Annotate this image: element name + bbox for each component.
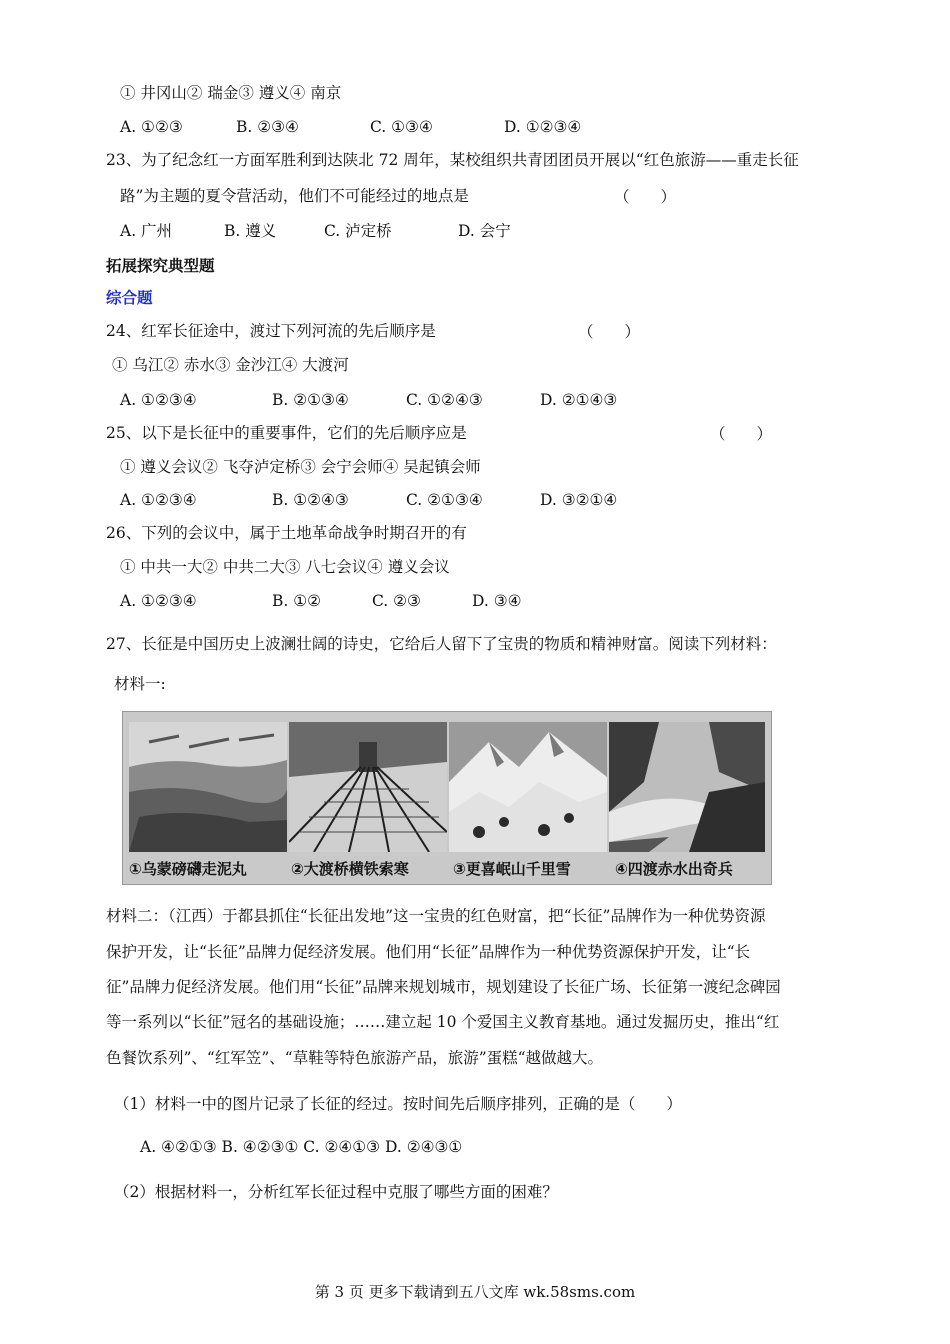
material1-label: 材料一: [114,675,166,693]
q25-answer-paren: （ ） [710,425,773,443]
q25-option-d: D. ③②①④ [540,491,618,509]
q24-answer-paren: （ ） [578,323,641,341]
q23-option-a: A. 广州 [120,222,173,240]
q25-option-b: B. ①②④③ [272,491,349,509]
caption-4: ④四渡赤水出奇兵 [615,860,733,878]
q22-option-c: C. ①③④ [370,118,433,136]
q24-options [120,389,617,411]
q25-items: ① 遵义会议② 飞夺泸定桥③ 会宁会师④ 吴起镇会师 [120,458,481,476]
photo-chishui-river [609,722,765,852]
long-march-photo-strip [122,711,772,885]
q26-option-b: B. ①② [272,592,322,610]
q25-option-c: C. ②①③④ [406,491,483,509]
q22-options [120,116,581,138]
q23-stem-line2: 路”为主题的夏令营活动，他们不可能经过的地点是 [120,187,469,205]
q24-stem: 24、红军长征途中，渡过下列河流的先后顺序是 [106,322,436,340]
q25-option-a: A. ①②③④ [120,491,197,509]
q26-option-a: A. ①②③④ [120,592,197,610]
q23-option-c: C. 泸定桥 [324,222,392,240]
q24-option-a: A. ①②③④ [120,391,197,409]
q26-stem: 26、下列的会议中，属于土地革命战争时期召开的有 [106,524,467,542]
q25-options [120,489,617,511]
q27-sub2: （2）根据材料一，分析红军长征过程中克服了哪些方面的困难？ [114,1183,558,1201]
q24-option-b: B. ②①③④ [272,391,349,409]
q24-option-d: D. ②①④③ [540,391,618,409]
q22-items: ① 井冈山② 瑞金③ 遵义④ 南京 [120,84,342,102]
q27-sub1: （1）材料一中的图片记录了长征的经过。按时间先后顺序排列，正确的是（ ） [114,1095,682,1113]
page-footer: 第 3 页 更多下载请到五八文库 wk.58sms.com [314,1283,636,1301]
material2-line-2: 保护开发，让“长征”品牌力促经济发展。他们用“长征”品牌作为一种优势资源保护开发，让“长 [106,943,751,961]
q26-option-c: C. ②③ [372,592,421,610]
q22-option-d: D. ①②③④ [504,118,582,136]
material2-line-3: 征”品牌力促经济发展。他们用“长征”品牌来规划城市，规划建设了长征广场、长征第一渡纪念碑园 [106,978,781,996]
q24-option-c: C. ①②④③ [406,391,483,409]
photo-wumeng-mountains [129,722,287,852]
caption-2: ②大渡桥横铁索寒 [291,860,409,878]
q23-option-b: B. 遵义 [224,222,277,240]
q25-stem: 25、以下是长征中的重要事件，它们的先后顺序应是 [106,424,467,442]
photo-dadu-bridge [289,722,447,852]
photo-minshan-snow [449,722,607,852]
q27-sub1-options: A. ④②①③ B. ④②③① C. ②④①③ D. ②④③① [140,1138,463,1156]
material2-line-5: 色餐饮系列”、“红军笠”、“草鞋等特色旅游产品，旅游”蛋糕“越做越大。 [106,1049,604,1067]
q22-option-b: B. ②③④ [236,118,299,136]
q23-answer-paren: （ ） [614,188,677,206]
caption-1: ①乌蒙磅礴走泥丸 [129,860,247,878]
q23-options [120,220,511,242]
q26-items: ① 中共一大② 中共二大③ 八七会议④ 遵义会议 [120,558,450,576]
caption-3: ③更喜岷山千里雪 [453,860,571,878]
material2-line-4: 等一系列以“长征”冠名的基础设施；……建立起 10 个爱国主义教育基地。通过发掘历史，推出“红 [106,1013,780,1031]
q26-option-d: D. ③④ [472,592,522,610]
section-title: 拓展探究典型题 [106,256,215,275]
material2-line-1: 材料二：（江西）于都县抓住“长征出发地”这一宝贵的红色财富，把“长征”品牌作为一种优势资源 [106,907,766,925]
q24-items: ① 乌江② 赤水③ 金沙江④ 大渡河 [112,356,349,374]
q26-options [120,590,522,612]
q23-option-d: D. 会宁 [458,222,511,240]
q27-stem: 27、长征是中国历史上波澜壮阔的诗史，它给后人留下了宝贵的物质和精神财富。阅读下列材料： [106,635,777,653]
q23-stem-line1: 23、为了纪念红一方面军胜利到达陕北 72 周年，某校组织共青团团员开展以“红色旅游——重走长征 [106,151,799,169]
subsection-title: 综合题 [106,288,153,307]
q22-option-a: A. ①②③ [120,118,183,136]
